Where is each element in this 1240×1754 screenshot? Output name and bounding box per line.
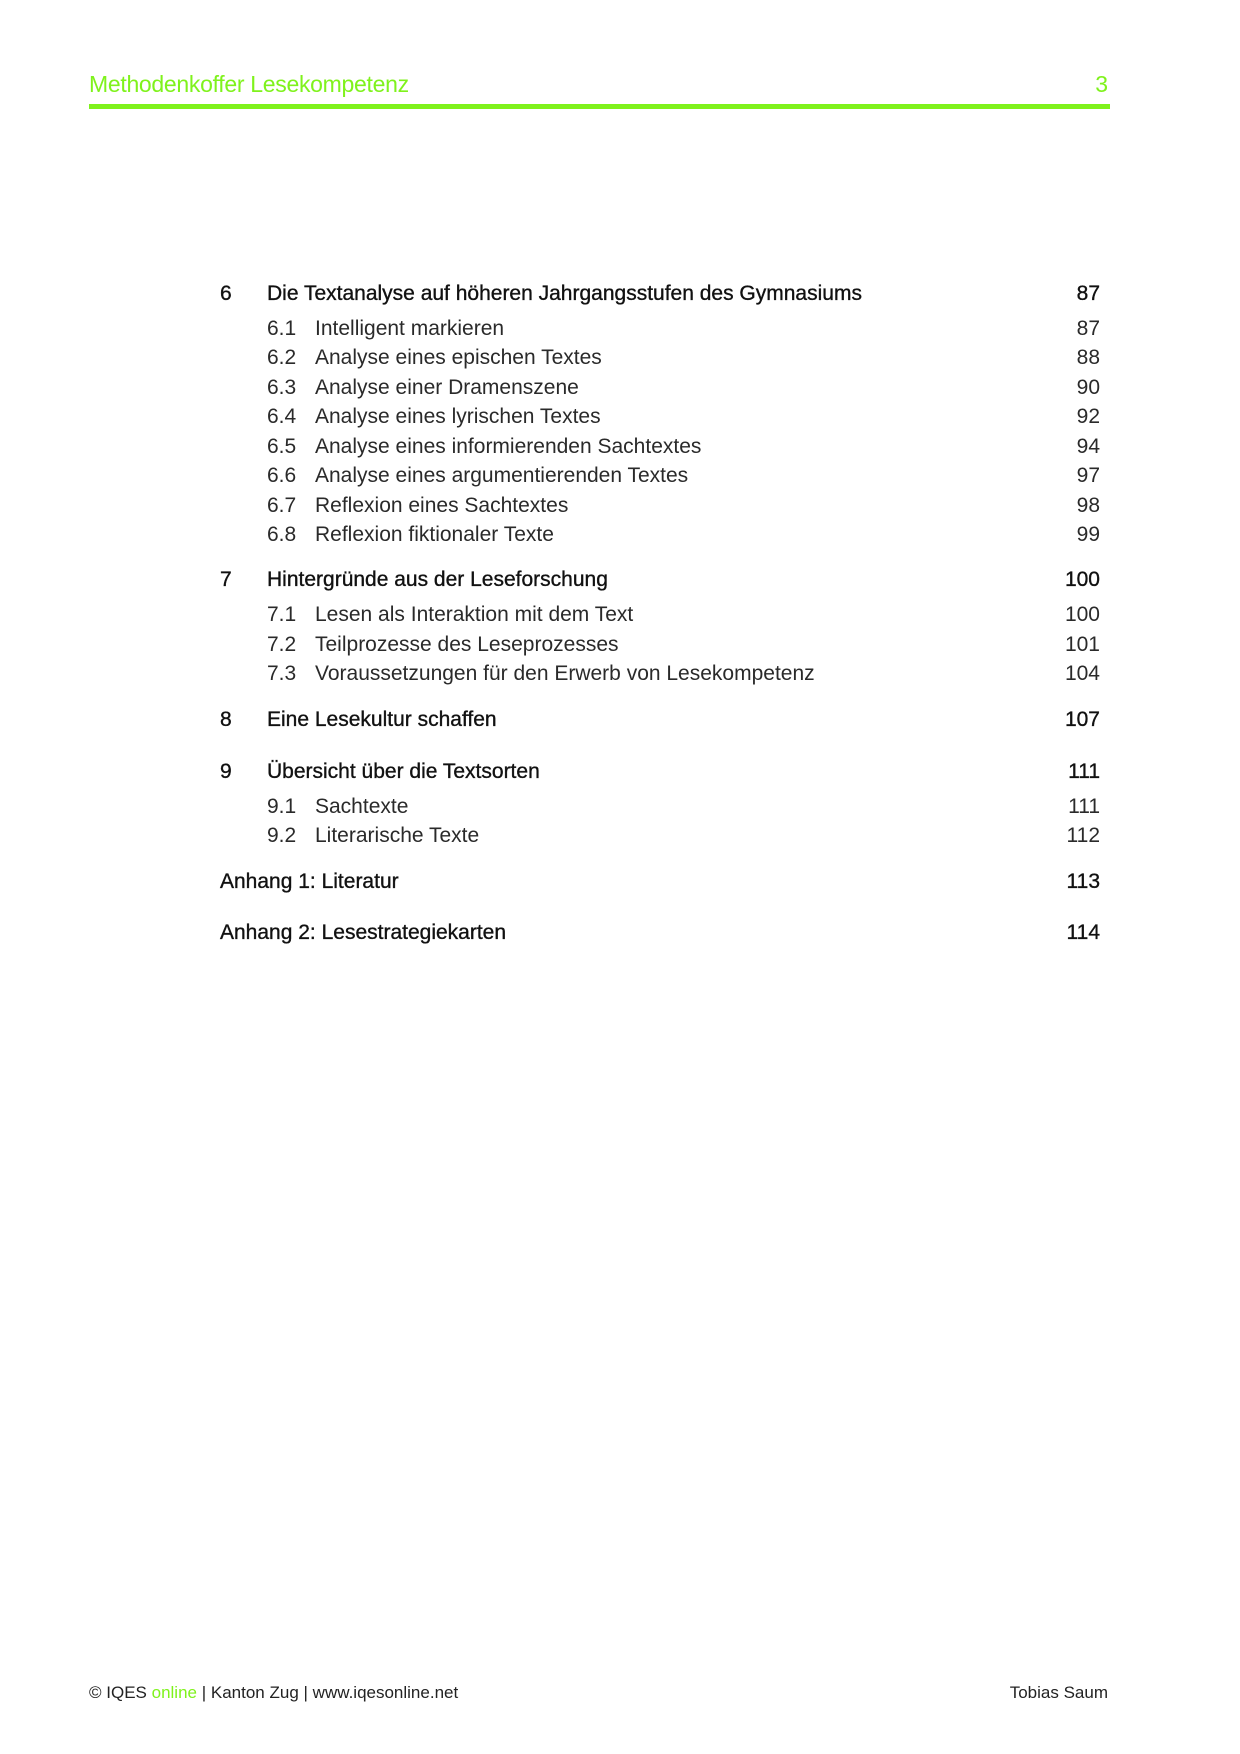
toc-appendix-1[interactable] xyxy=(220,869,1100,895)
toc-page: 113 xyxy=(1066,870,1100,893)
toc-section-7-1[interactable] xyxy=(220,602,1100,628)
toc-title: Reflexion eines Sachtextes xyxy=(315,494,569,517)
toc-number: 6.4 xyxy=(267,405,297,428)
toc-chapter-8[interactable] xyxy=(220,707,1100,733)
toc-page: 98 xyxy=(1076,494,1100,517)
header-divider xyxy=(89,104,1110,109)
toc-section-6-3[interactable] xyxy=(220,375,1100,401)
region-text: Kanton Zug xyxy=(210,1683,299,1702)
toc-section-7-3[interactable] xyxy=(220,661,1100,687)
toc-section-6-2[interactable] xyxy=(220,345,1100,371)
toc-number: 6.7 xyxy=(267,494,297,517)
toc-page: 101 xyxy=(1064,633,1100,656)
toc-page: 107 xyxy=(1064,708,1100,731)
toc-chapter-7[interactable] xyxy=(220,567,1100,593)
website-link[interactable]: www.iqesonline.net xyxy=(312,1683,459,1702)
toc-title: Voraussetzungen für den Erwerb von Lesekompetenz xyxy=(315,662,815,685)
toc-number: 7 xyxy=(220,568,232,591)
toc-page: 99 xyxy=(1076,523,1100,546)
toc-number: 7.1 xyxy=(267,603,297,626)
page-footer xyxy=(89,1682,1110,1704)
toc-number: 6.3 xyxy=(267,376,297,399)
toc-title: Analyse eines epischen Textes xyxy=(315,346,602,369)
toc-section-6-8[interactable] xyxy=(220,522,1100,548)
toc-number: 6 xyxy=(220,282,232,305)
toc-title: Anhang 1: Literatur xyxy=(220,870,399,893)
footer-credits xyxy=(89,1682,458,1704)
toc-title: Übersicht über die Textsorten xyxy=(267,760,540,783)
toc-page: 112 xyxy=(1066,824,1100,847)
toc-section-6-1[interactable] xyxy=(220,316,1100,342)
toc-page: 97 xyxy=(1076,464,1100,487)
toc-section-9-2[interactable] xyxy=(220,823,1100,849)
toc-page: 87 xyxy=(1076,317,1100,340)
toc-page: 94 xyxy=(1076,435,1100,458)
copyright-text: © IQES xyxy=(89,1683,147,1702)
toc-title: Analyse eines lyrischen Textes xyxy=(315,405,601,428)
toc-number: 6.2 xyxy=(267,346,297,369)
toc-title: Teilprozesse des Leseprozesses xyxy=(315,633,619,656)
separator: | xyxy=(201,1683,207,1702)
toc-number: 6.6 xyxy=(267,464,297,487)
toc-page: 88 xyxy=(1076,346,1100,369)
toc-page: 100 xyxy=(1064,568,1100,591)
toc-number: 7.2 xyxy=(267,633,297,656)
toc-title: Analyse einer Dramenszene xyxy=(315,376,579,399)
toc-section-6-4[interactable] xyxy=(220,404,1100,430)
page-header xyxy=(89,66,1110,110)
toc-number: 8 xyxy=(220,708,232,731)
toc-number: 9.1 xyxy=(267,795,297,818)
toc-title: Sachtexte xyxy=(315,795,409,818)
toc-title: Eine Lesekultur schaffen xyxy=(267,708,497,731)
author-name: Tobias Saum xyxy=(1009,1683,1108,1702)
toc-title: Intelligent markieren xyxy=(315,317,505,340)
toc-section-6-5[interactable] xyxy=(220,434,1100,460)
toc-page: 100 xyxy=(1064,603,1100,626)
document-title: Methodenkoffer Lesekompetenz xyxy=(89,71,409,97)
toc-chapter-9[interactable] xyxy=(220,759,1100,785)
toc-title: Die Textanalyse auf höheren Jahrgangsstufen des Gymnasiums xyxy=(267,282,862,305)
toc-title: Reflexion fiktionaler Texte xyxy=(315,523,554,546)
toc-page: 114 xyxy=(1066,921,1100,944)
toc-number: 6.8 xyxy=(267,523,297,546)
toc-number: 6.1 xyxy=(267,317,297,340)
toc-title: Literarische Texte xyxy=(315,824,480,847)
toc-title: Hintergründe aus der Leseforschung xyxy=(267,568,608,591)
toc-page: 104 xyxy=(1064,662,1100,685)
toc-section-6-6[interactable] xyxy=(220,463,1100,489)
toc-number: 6.5 xyxy=(267,435,297,458)
toc-appendix-2[interactable] xyxy=(220,920,1100,946)
page-number: 3 xyxy=(1095,71,1108,97)
toc-section-6-7[interactable] xyxy=(220,493,1100,519)
toc-page: 111 xyxy=(1068,760,1100,783)
toc-title: Lesen als Interaktion mit dem Text xyxy=(315,603,634,626)
toc-page: 111 xyxy=(1068,795,1100,818)
toc-number: 9 xyxy=(220,760,232,783)
brand-accent: online xyxy=(151,1683,197,1702)
separator: | xyxy=(303,1683,308,1702)
toc-section-9-1[interactable] xyxy=(220,794,1100,820)
toc-page: 92 xyxy=(1076,405,1100,428)
toc-chapter-6[interactable] xyxy=(220,281,1100,307)
toc-title: Anhang 2: Lesestrategiekarten xyxy=(220,921,507,944)
toc-page: 87 xyxy=(1076,282,1100,305)
toc-section-7-2[interactable] xyxy=(220,632,1100,658)
toc-title: Analyse eines informierenden Sachtextes xyxy=(315,435,702,458)
toc-page: 90 xyxy=(1076,376,1100,399)
toc-number: 9.2 xyxy=(267,824,297,847)
toc-number: 7.3 xyxy=(267,662,297,685)
toc-title: Analyse eines argumentierenden Textes xyxy=(315,464,689,487)
